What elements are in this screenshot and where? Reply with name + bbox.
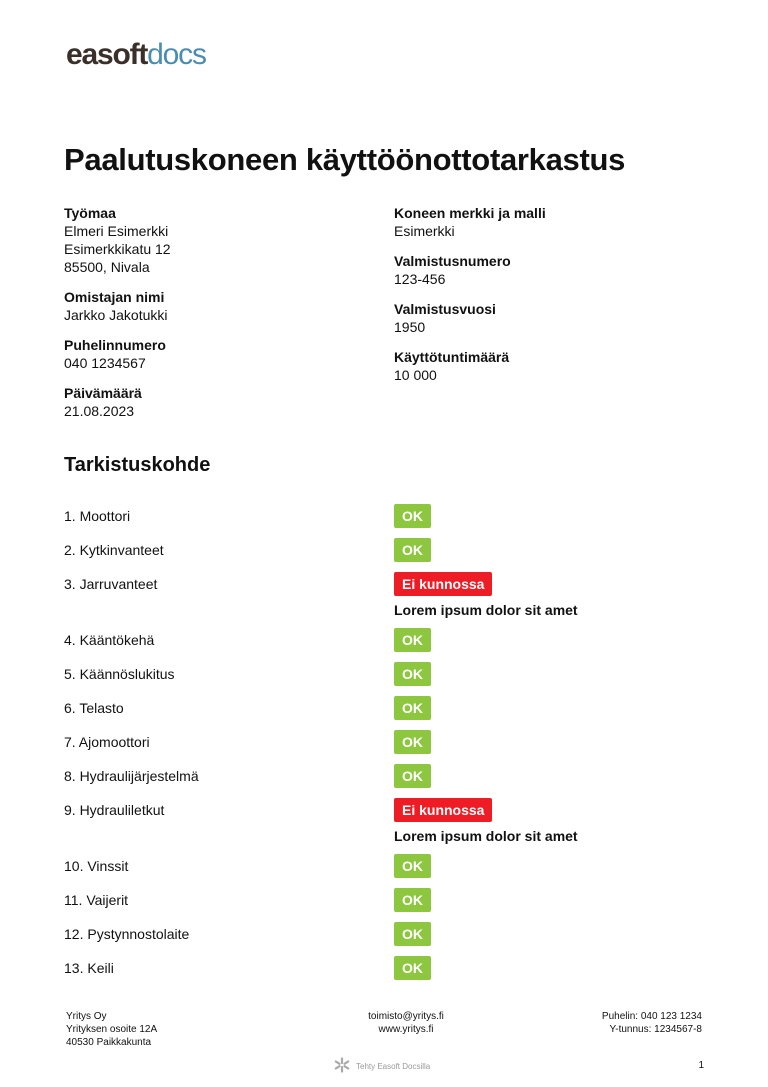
page-number: 1 bbox=[698, 1060, 704, 1071]
inspection-checklist bbox=[64, 502, 704, 988]
footer-website: www.yritys.fi bbox=[378, 1024, 434, 1035]
check-item-label: 2. Kytkinvanteet bbox=[64, 542, 164, 558]
check-row bbox=[64, 694, 704, 722]
status-badge-ok: OK bbox=[394, 764, 431, 788]
field-label: Omistajan nimi bbox=[64, 289, 165, 305]
field-label: Päivämäärä bbox=[64, 385, 142, 401]
field-phone bbox=[64, 336, 171, 372]
footer-line: Yrityksen osoite 12A bbox=[66, 1024, 158, 1035]
field-value: 1950 bbox=[394, 319, 426, 335]
field-manufacture-year bbox=[394, 300, 546, 336]
check-row bbox=[64, 570, 704, 620]
status-badge-ok: OK bbox=[394, 538, 431, 562]
info-column-right bbox=[394, 204, 546, 396]
field-serial-number bbox=[394, 252, 546, 288]
check-item-label: 5. Käännöslukitus bbox=[64, 666, 175, 682]
check-row bbox=[64, 796, 704, 846]
section-title: Tarkistuskohde bbox=[64, 454, 211, 476]
check-item-label: 13. Keili bbox=[64, 960, 114, 976]
field-value: 040 1234567 bbox=[64, 355, 146, 371]
check-item-label: 10. Vinssit bbox=[64, 858, 129, 874]
field-label: Koneen merkki ja malli bbox=[394, 205, 546, 221]
field-value: Elmeri Esimerkki bbox=[64, 223, 169, 239]
status-badge-ok: OK bbox=[394, 922, 431, 946]
check-item-label: 1. Moottori bbox=[64, 508, 131, 524]
check-item-label: 9. Hydrauliletkut bbox=[64, 802, 165, 818]
field-label: Puhelinnumero bbox=[64, 337, 166, 353]
field-value: Esimerkki bbox=[394, 223, 455, 239]
check-note: Lorem ipsum dolor sit amet bbox=[394, 602, 578, 618]
status-badge-ok: OK bbox=[394, 956, 431, 980]
check-item-label: 3. Jarruvanteet bbox=[64, 576, 158, 592]
info-column-left bbox=[64, 204, 171, 432]
status-badge-not-ok: Ei kunnossa bbox=[394, 798, 492, 822]
field-value: Esimerkkikatu 12 bbox=[64, 241, 171, 257]
field-worksite bbox=[64, 204, 171, 276]
status-badge-ok: OK bbox=[394, 696, 431, 720]
check-row bbox=[64, 852, 704, 880]
check-row bbox=[64, 660, 704, 688]
footer-line: Yritys Oy bbox=[66, 1011, 107, 1022]
field-value: 123-456 bbox=[394, 271, 446, 287]
check-row bbox=[64, 920, 704, 948]
check-row bbox=[64, 536, 704, 564]
check-row bbox=[64, 502, 704, 530]
status-badge-ok: OK bbox=[394, 504, 431, 528]
field-value: 10 000 bbox=[394, 367, 437, 383]
status-badge-ok: OK bbox=[394, 628, 431, 652]
made-with-text: Tehty Easoft Docsilla bbox=[356, 1061, 431, 1071]
check-item-label: 6. Telasto bbox=[64, 700, 124, 716]
check-item-label: 8. Hydraulijärjestelmä bbox=[64, 768, 199, 784]
check-row bbox=[64, 626, 704, 654]
check-item-label: 12. Pystynnostolaite bbox=[64, 926, 190, 942]
status-badge-ok: OK bbox=[394, 662, 431, 686]
field-value: Jarkko Jakotukki bbox=[64, 307, 168, 323]
footer-contact bbox=[346, 1010, 466, 1036]
company-logo bbox=[66, 40, 206, 70]
field-owner-name bbox=[64, 288, 171, 324]
footer-phone-id bbox=[602, 1010, 702, 1036]
footer-line: Y-tunnus: 1234567-8 bbox=[609, 1024, 702, 1035]
check-row bbox=[64, 728, 704, 756]
field-label: Työmaa bbox=[64, 205, 116, 221]
footer-line: 40530 Paikkakunta bbox=[66, 1037, 152, 1048]
made-with-easoft bbox=[334, 1057, 430, 1075]
field-label: Käyttötuntimäärä bbox=[394, 349, 510, 365]
status-badge-ok: OK bbox=[394, 730, 431, 754]
check-row bbox=[64, 762, 704, 790]
status-badge-ok: OK bbox=[394, 888, 431, 912]
check-row bbox=[64, 886, 704, 914]
footer-company-address bbox=[66, 1010, 157, 1049]
check-note: Lorem ipsum dolor sit amet bbox=[394, 828, 578, 844]
easoft-star-icon bbox=[334, 1057, 350, 1075]
check-row bbox=[64, 954, 704, 982]
field-label: Valmistusnumero bbox=[394, 253, 511, 269]
document-title: Paalutuskoneen käyttöönottotarkastus bbox=[64, 142, 626, 177]
field-value: 21.08.2023 bbox=[64, 403, 135, 419]
logo-part-easoft: easoft bbox=[66, 38, 148, 71]
footer-line: Puhelin: 040 123 1234 bbox=[601, 1011, 702, 1022]
field-label: Valmistusvuosi bbox=[394, 301, 496, 317]
field-value: 85500, Nivala bbox=[64, 259, 150, 275]
field-operating-hours bbox=[394, 348, 546, 384]
check-item-label: 11. Vaijerit bbox=[64, 892, 129, 908]
check-item-label: 7. Ajomoottori bbox=[64, 734, 150, 750]
field-date bbox=[64, 384, 171, 420]
field-machine-make-model bbox=[394, 204, 546, 240]
status-badge-ok: OK bbox=[394, 854, 431, 878]
footer-email: toimisto@yritys.fi bbox=[368, 1011, 444, 1022]
logo-part-docs: docs bbox=[147, 38, 206, 71]
check-item-label: 4. Kääntökehä bbox=[64, 632, 155, 648]
status-badge-not-ok: Ei kunnossa bbox=[394, 572, 492, 596]
